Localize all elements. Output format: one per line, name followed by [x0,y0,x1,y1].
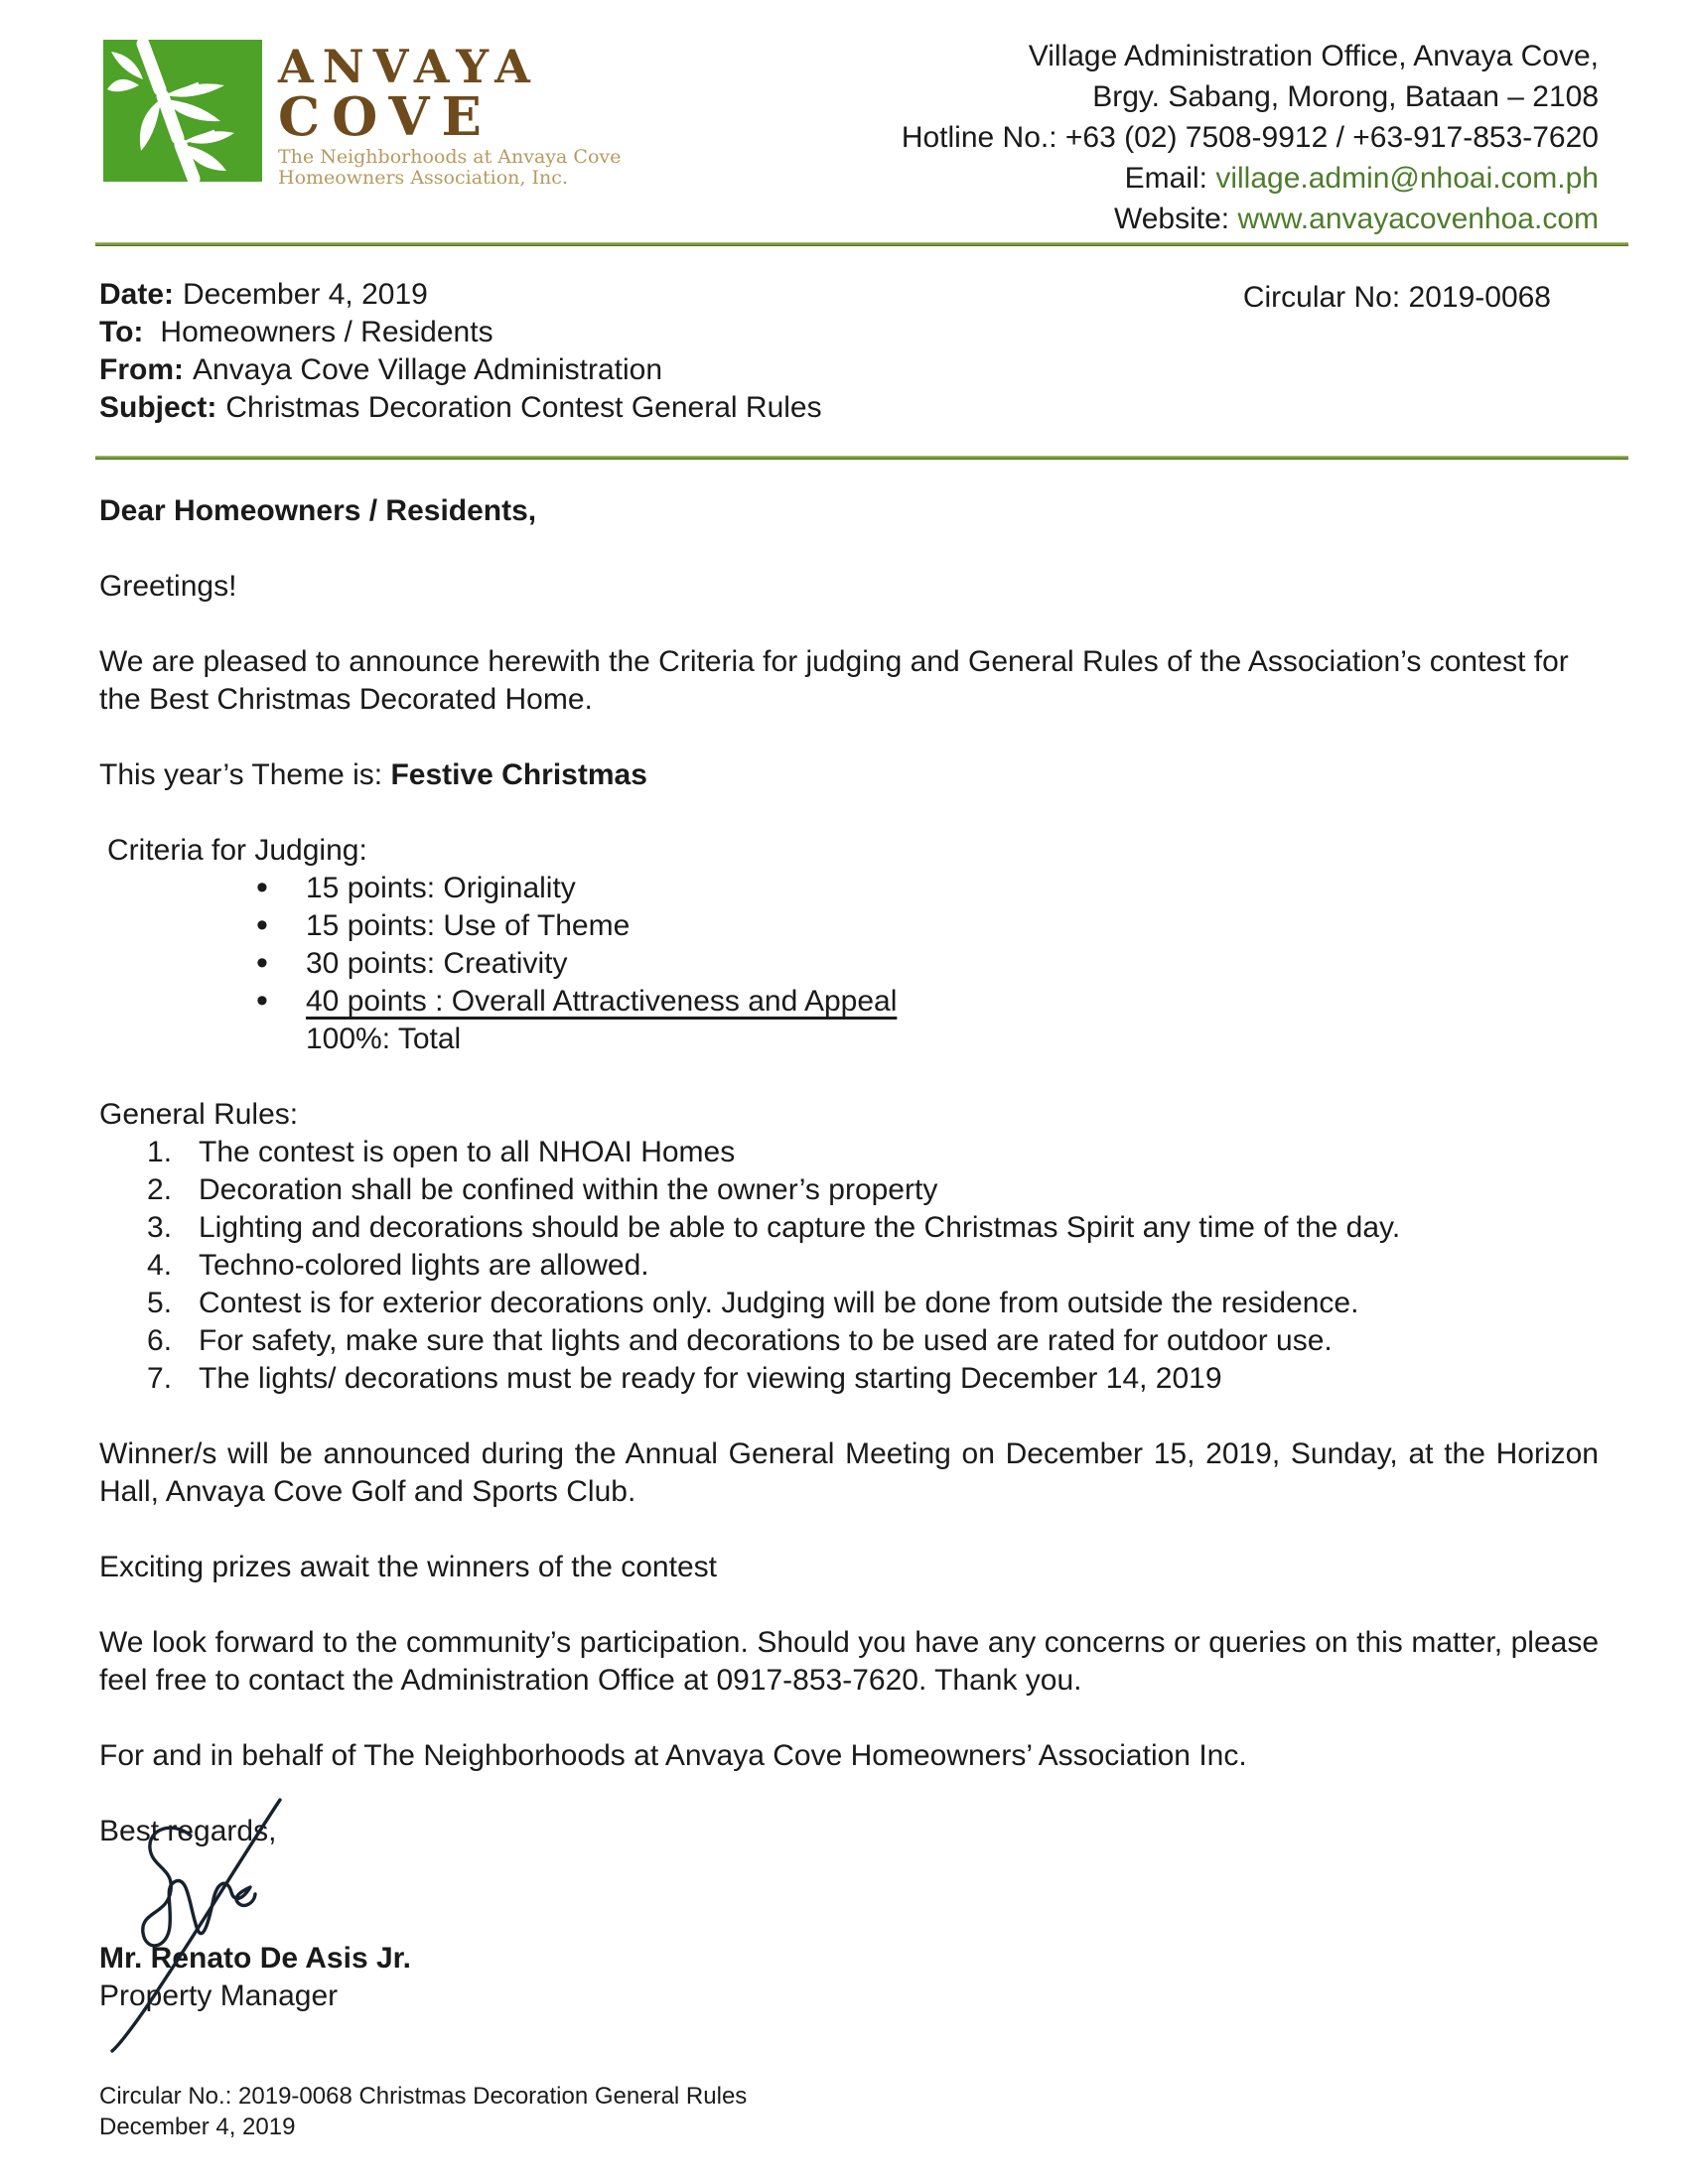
rule-item: Contest is for exterior decorations only. Judging will be done from outside the residence. [199,1287,1359,1319]
date-label: Date: [99,278,175,311]
website-link[interactable]: www.anvayacovenhoa.com [1237,203,1599,235]
greeting: Greetings! [99,570,237,603]
rule-item: The contest is open to all NHOAI Homes [199,1136,736,1168]
rule-item: For safety, make sure that lights and decorations to be used are rated for outdoor use. [199,1324,1333,1357]
salutation: Dear Homeowners / Residents, [99,494,537,527]
logo-title-cove: COVE [278,86,493,148]
date-value: December 4, 2019 [183,278,428,311]
from-value: Anvaya Cove Village Administration [193,353,663,386]
subject-label: Subject: [99,391,217,424]
address-line-1: Village Administration Office, Anvaya Cove, [1028,40,1599,72]
meta-from-row [99,351,1599,389]
website-line [902,199,1599,239]
contact-paragraph: We look forward to the community’s participation. Should you have any concerns or queries on this matter, please feel free to contact the Administration Office at 0917-853-7620. Thank you. [99,1626,1599,1697]
criteria-item: • 15 points: Use of Theme [99,907,1599,945]
header-divider [95,242,1628,246]
criteria-item: • 30 points: Creativity [99,945,1599,983]
rule-item: The lights/ decorations must be ready for viewing starting December 14, 2019 [199,1362,1222,1395]
to-label: To: [99,316,144,348]
criteria-item-underlined: • 40 points : Overall Attractiveness and Appeal [99,983,1599,1021]
theme-line [99,756,1599,794]
circular-number: Circular No: 2019-0068 [1242,281,1551,314]
signer-title: Property Manager [99,1979,339,2012]
prizes-paragraph: Exciting prizes await the winners of the contest [99,1551,717,1583]
footer-line-2: December 4, 2019 [99,2114,296,2140]
criteria-item: • 15 points: Originality [99,870,1599,907]
signer-name: Mr. Renato De Asis Jr. [99,1942,412,1975]
website-label: Website: [1113,203,1238,235]
behalf-paragraph: For and in behalf of The Neighborhoods at Anvaya Cove Homeowners’ Association Inc. [99,1739,1247,1772]
criteria-list [99,870,1599,983]
email-label: Email: [1124,162,1216,195]
from-label: From: [99,353,184,386]
to-value: Homeowners / Residents [160,316,493,348]
bamboo-icon [103,40,262,182]
closing-line: Best regards, [99,1815,277,1847]
footer-block [99,2081,747,2142]
winners-paragraph: Winner/s will be announced during the Annual General Meeting on December 15, 2019, Sunday, at the Horizon Hall, Anvaya Cove Golf and Sports Club. [99,1437,1599,1508]
rule-item: Decoration shall be confined within the owner’s property [199,1173,938,1206]
rules-heading: General Rules: [99,1098,299,1131]
email-line [902,158,1599,199]
rule-item: Techno-colored lights are allowed. [199,1249,649,1282]
anvaya-cove-logo [103,40,621,189]
logo-tagline-2: Homeowners Association, Inc. [278,167,568,189]
letter-body [99,492,1599,2015]
footer-line-1: Circular No.: 2019-0068 Christmas Decoration General Rules [99,2083,748,2110]
meta-to-row [99,314,1599,351]
meta-divider [95,456,1628,460]
theme-value: Festive Christmas [390,758,647,791]
bamboo-logo-icon [103,40,262,182]
email-link[interactable]: village.admin@nhoai.com.ph [1215,162,1599,195]
logo-title-anvaya: ANVAYA [278,40,539,93]
logo-wordmark [278,40,621,189]
address-line-2: Brgy. Sabang, Morong, Bataan – 2108 [1092,80,1599,113]
subject-value: Christmas Decoration Contest General Rules [225,391,822,424]
meta-subject-row [99,389,1599,427]
announcement-paragraph: We are pleased to announce herewith the Criteria for judging and General Rules of the Association’s contest for the Best Christmas Decorated Home. [99,645,1569,716]
theme-label: This year’s Theme is: [99,758,391,791]
office-contact-block [902,36,1599,239]
hotline-line: Hotline No.: +63 (02) 7508-9912 / +63-917-853-7620 [901,121,1599,154]
criteria-total: 100%: Total [306,1023,462,1055]
logo-tagline-1: The Neighborhoods at Anvaya Cove [278,146,622,168]
rules-list [99,1134,1599,1398]
rule-item: Lighting and decorations should be able to capture the Christmas Spirit any time of the day. [199,1211,1401,1244]
criteria-heading: Criteria for Judging: [107,834,367,867]
